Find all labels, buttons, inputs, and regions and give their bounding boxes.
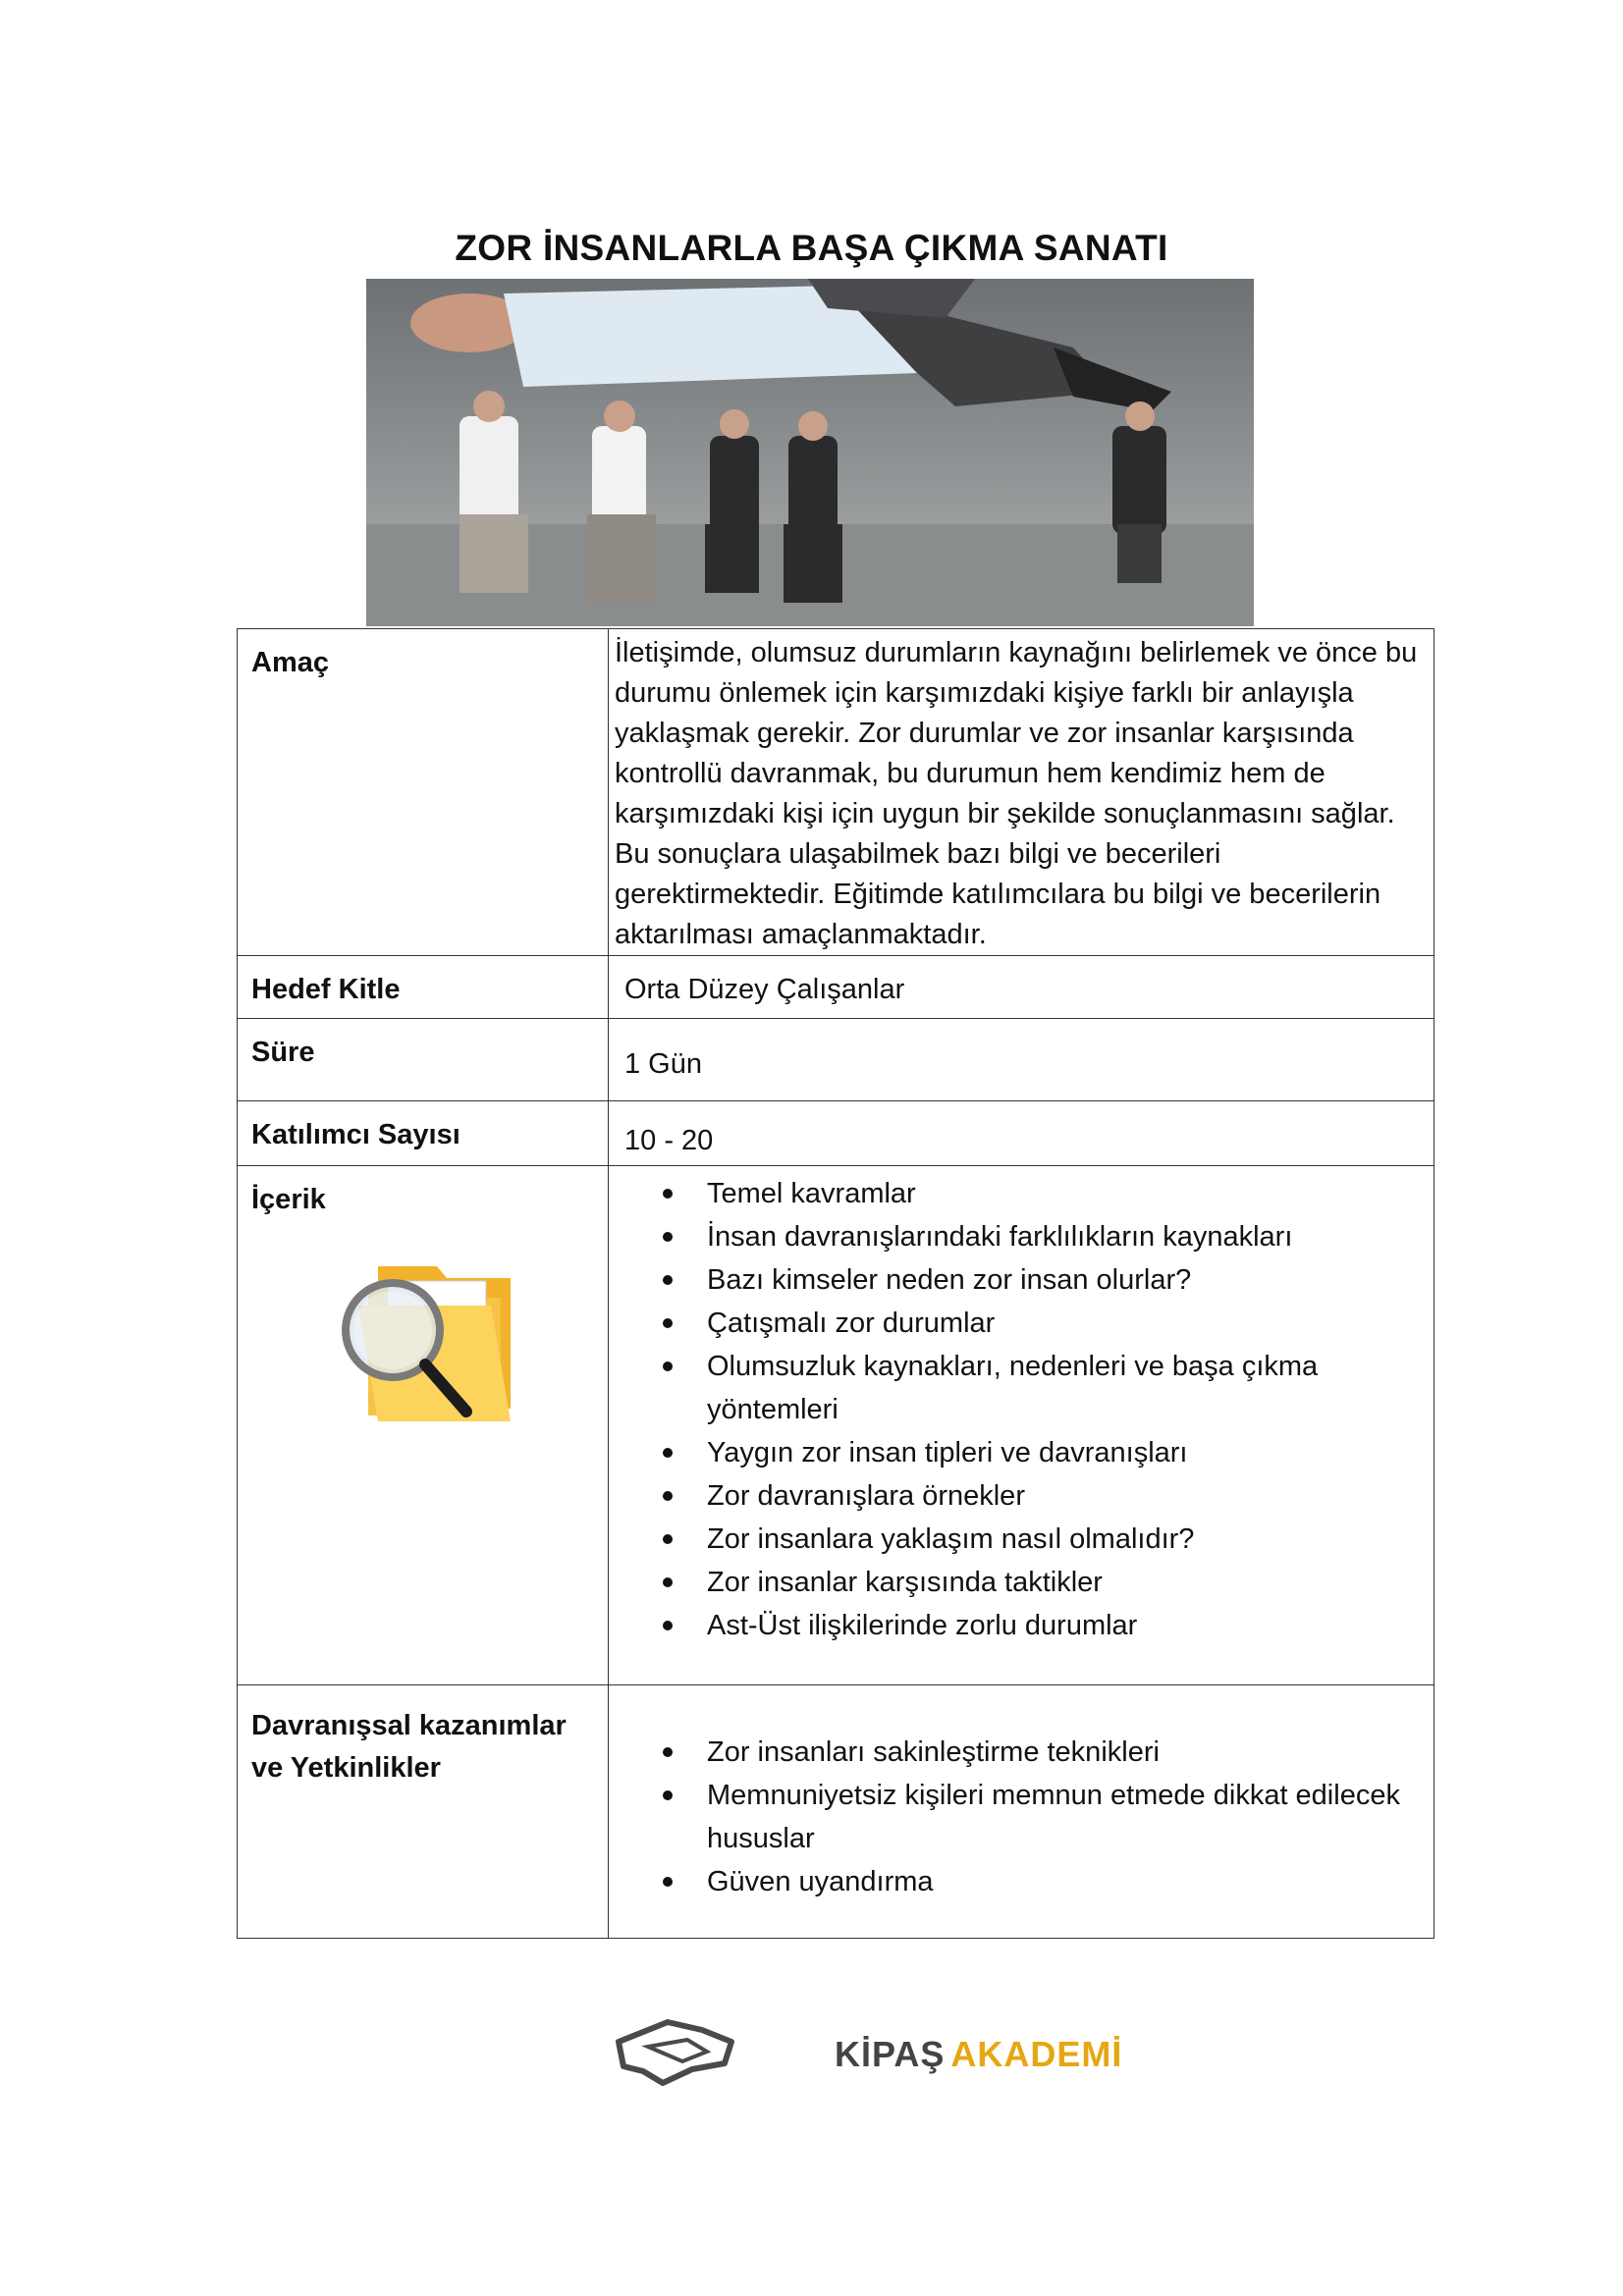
list-item: Güven uyandırma [658,1860,1434,1903]
katilimci-value: 10 - 20 [624,1125,714,1156]
label-hedef-kitle: Hedef Kitle [238,956,609,1019]
label-sure: Süre [238,1019,609,1101]
row-icerik [238,1166,1434,1685]
list-item: Ast-Üst ilişkilerinde zorlu durumlar [658,1604,1434,1647]
logo-lynx-icon [609,2012,835,2093]
folder-magnifier-icon [319,1247,520,1423]
list-item: Zor davranışlara örnekler [658,1474,1434,1518]
label-katilimci: Katılımcı Sayısı [238,1101,609,1166]
row-hedef-kitle [238,956,1434,1019]
davranissal-list [609,1731,1434,1903]
list-item: Çatışmalı zor durumlar [658,1302,1434,1345]
row-amac [238,629,1434,956]
amac-text: İletişimde, olumsuz durumların kaynağını belirlemek ve önce bu durumu önlemek için karşımızdaki kişiye farklı bir anlayışla yaklaşmak gerekir. Zor durumlar ve zor insanlar karşısında kontrollü davranmak, bu durumun hem kendimiz hem de karşımızdaki kişi için uygun bir şekilde sonuçlanmasını sağlar. Bu sonuçlara ulaşabilmek bazı bilgi ve becerileri gerektirmektedir. Eğitimde katılımcılara bu bilgi ve becerilerin aktarılması amaçlanmaktadır. [615,637,1418,950]
label-amac: Amaç [238,629,609,956]
list-item: Bazı kimseler neden zor insan olurlar? [658,1258,1434,1302]
hero-illustration [366,279,1254,626]
row-katilimci [238,1101,1434,1166]
list-item: İnsan davranışlarındaki farklılıkların kaynakları [658,1215,1434,1258]
icerik-list [609,1172,1434,1647]
list-item: Zor insanları sakinleştirme teknikleri [658,1731,1434,1774]
list-item: Olumsuzluk kaynakları, nedenleri ve başa çıkma yöntemleri [658,1345,1434,1431]
list-item: Zor insanlara yaklaşım nasıl olmalıdır? [658,1518,1434,1561]
list-item: Memnuniyetsiz kişileri memnun etmede dikkat edilecek hususlar [658,1774,1434,1860]
sure-value: 1 Gün [624,1048,702,1080]
logo-wordmark [835,2034,1122,2075]
row-davranissal [238,1685,1434,1939]
page-title: ZOR İNSANLARLA BAŞA ÇIKMA SANATI [455,228,1168,268]
label-davranissal: Davranışsal kazanımlar ve Yetkinlikler [238,1685,609,1939]
list-item: Yaygın zor insan tipleri ve davranışları [658,1431,1434,1474]
logo-word-kipas: KİPAŞ [835,2034,946,2074]
hedef-kitle-value: Orta Düzey Çalışanlar [624,974,905,1005]
logo-word-akademi: AKADEMİ [950,2034,1123,2074]
list-item: Temel kavramlar [658,1172,1434,1215]
row-sure [238,1019,1434,1101]
list-item: Zor insanlar karşısında taktikler [658,1561,1434,1604]
label-icerik: İçerik [238,1166,609,1685]
